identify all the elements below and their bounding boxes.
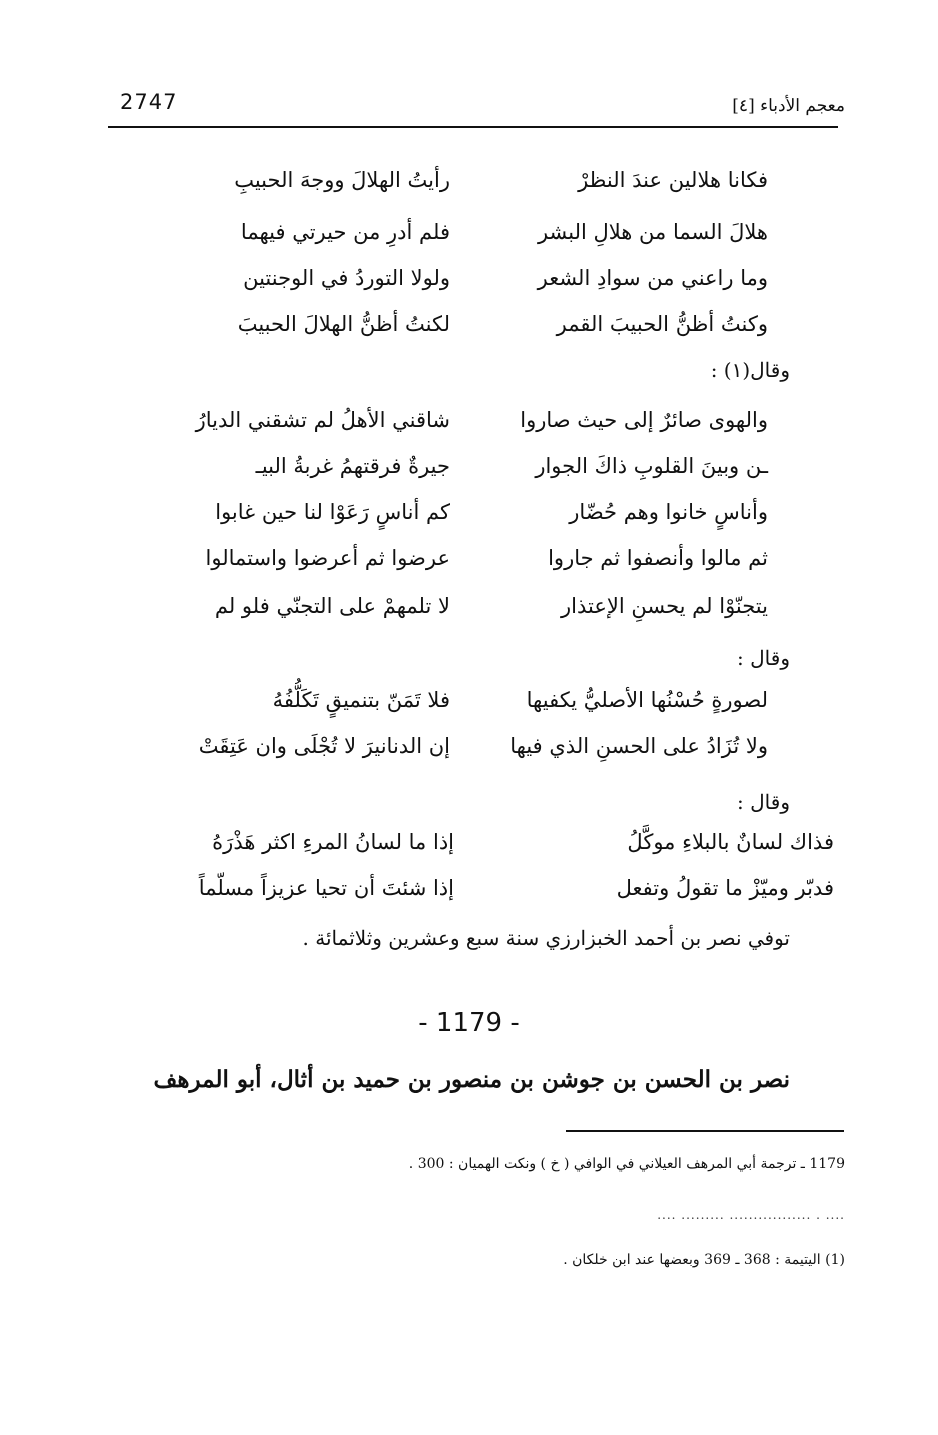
hemistich-second: ولا تُزَادُ على الحسنِ الذي فيها xyxy=(510,734,768,758)
hemistich-first: إذا ما لسانُ المرءِ اكثر هَذْرَهُ xyxy=(212,830,454,854)
hemistich-second: وكنتُ أظنُّ الحبيبَ القمر xyxy=(556,312,768,336)
hemistich-first: فلم أدرِ من حيرتي فيهما xyxy=(240,220,450,244)
hemistich-second: فذاك لسانٌ بالبلاءِ موكَّلُ xyxy=(627,830,834,854)
hemistich-first: عرضوا ثم أعرضوا واستمالوا xyxy=(205,546,450,570)
poem-intro: وقال : xyxy=(737,790,790,814)
hemistich-first: فلا تَمَنّ بتنميقٍ تَكَلُّفُهُ xyxy=(272,688,450,712)
page-number: 2747 xyxy=(120,90,178,114)
hemistich-first: رأيتُ الهلالَ ووجهَ الحبيبِ xyxy=(234,168,450,192)
footnote-rule xyxy=(566,1130,844,1132)
hemistich-first: لا تلمهمْ على التجنّي فلو لم xyxy=(214,594,450,618)
hemistich-second: ثم مالوا وأنصفوا ثم جاروا xyxy=(548,546,768,570)
header-rule xyxy=(108,126,838,128)
poem-intro: وقال(١) : xyxy=(710,358,790,382)
entry-number: - 1179 - xyxy=(418,1008,520,1038)
hemistich-second: لصورةٍ حُسْنُها الأصليُّ يكفيها xyxy=(526,688,768,712)
footnote-1: (1) اليتيمة : 368 ـ 369 وبعضها عند ابن خلكان . xyxy=(563,1252,845,1268)
footnote-entry: 1179 ـ ترجمة أبي المرهف العيلاني في الوافي ( خ ) ونكت الهميان : 300 . xyxy=(408,1156,845,1172)
hemistich-first: لكنتُ أظنُّ الهلالَ الحبيبَ xyxy=(237,312,450,336)
running-head: معجم الأدباء [٤] xyxy=(732,96,845,116)
hemistich-second: وأناسٍ خانوا وهم حُضّار xyxy=(569,500,768,524)
hemistich-second: يتجنّوْا لم يحسنِ الإعتذار xyxy=(561,594,768,618)
hemistich-first: جيرةٌ فرقتهمُ غربةُ البيـ xyxy=(255,454,450,478)
hemistich-second: فدبّر وميّزْ ما تقولُ وتفعل xyxy=(616,876,834,900)
hemistich-first: إن الدنانيرَ لا تُجْلَى وان عَتِقَتْ xyxy=(198,734,450,758)
hemistich-first: شاقني الأهلُ لم تشقني الديارُ xyxy=(195,408,450,432)
hemistich-second: وما راعني من سوادِ الشعر xyxy=(537,266,768,290)
entry-title: نصر بن الحسن بن جوشن بن منصور بن حميد بن أثال، أبو المرهف xyxy=(153,1066,790,1093)
hemistich-first: كم أناسٍ رَعَوْا لنا حين غابوا xyxy=(215,500,450,524)
hemistich-second: ـن وبينَ القلوبِ ذاكَ الجوار xyxy=(535,454,768,478)
hemistich-first: إذا شئتَ أن تحيا عزيزاً مسلّماً xyxy=(198,876,454,900)
hemistich-second: والهوى صائرٌ إلى حيث صاروا xyxy=(520,408,768,432)
death-note: توفي نصر بن أحمد الخبزارزي سنة سبع وعشرين وثلاثمائة . xyxy=(302,926,790,950)
poem-intro: وقال : xyxy=(737,646,790,670)
hemistich-second: هلالَ السما من هلالِ البشر xyxy=(537,220,768,244)
footnote-separator-dots: .... ......... ................. . .... xyxy=(657,1208,845,1222)
hemistich-first: ولولا التوردُ في الوجنتين xyxy=(243,266,450,290)
hemistich-second: فكانا هلالين عندَ النظرْ xyxy=(578,168,768,192)
